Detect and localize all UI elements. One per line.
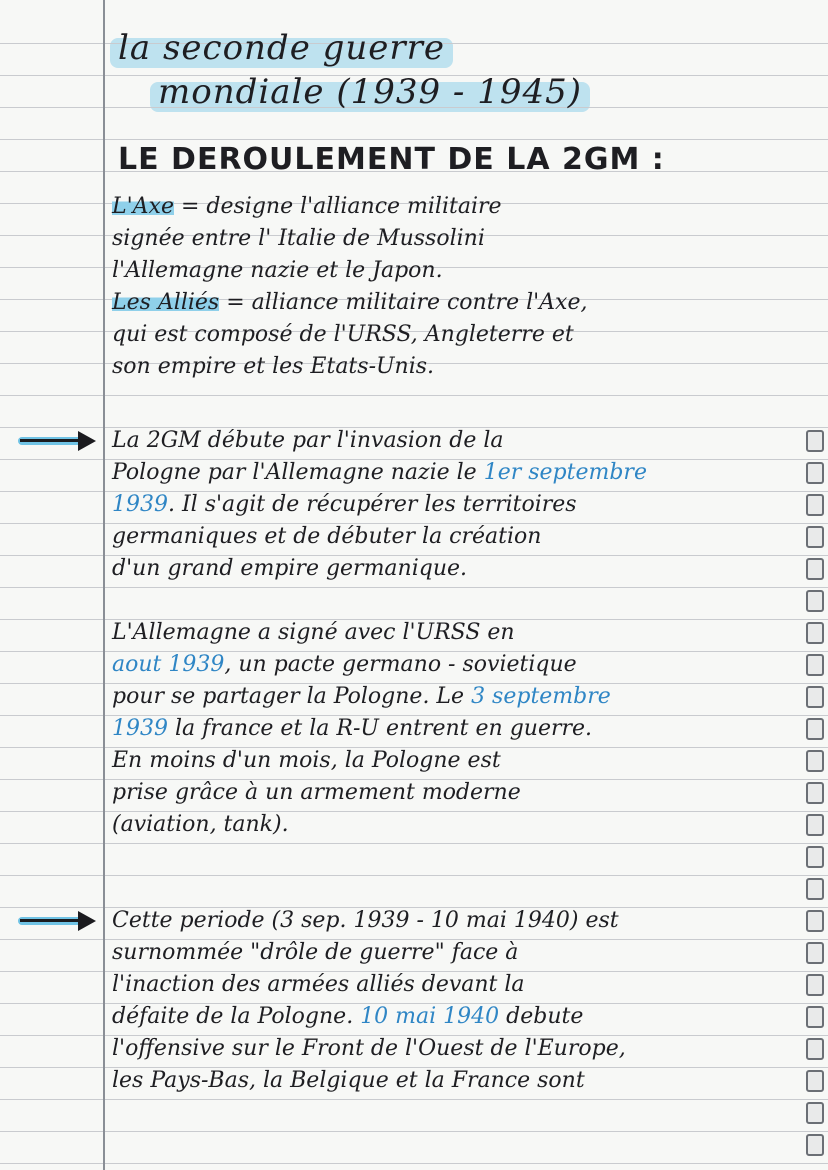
para1-line — [112, 322, 574, 347]
spiral-ring — [806, 686, 824, 708]
spiral-ring — [806, 1134, 824, 1156]
date: 1939 — [112, 492, 168, 517]
spiral-ring — [806, 846, 824, 868]
spiral-ring — [806, 558, 824, 580]
para3-line — [112, 812, 289, 837]
text: L'Allemagne a signé avec l'URSS en — [112, 620, 515, 645]
para4-line — [112, 972, 525, 997]
para2-line — [112, 556, 467, 581]
title-text-1: la seconde guerre — [118, 28, 446, 68]
title-text-2: mondiale (1939 - 1945) — [158, 72, 583, 112]
arrow-icon — [18, 428, 102, 454]
text: pour se partager la Pologne. Le — [112, 684, 472, 709]
date: 1939 — [112, 716, 168, 741]
section-heading: LE DEROULEMENT DE LA 2GM : — [118, 142, 665, 177]
spiral-ring — [806, 1038, 824, 1060]
para2-line — [112, 428, 504, 453]
spiral-ring — [806, 750, 824, 772]
text: debute — [499, 1004, 584, 1029]
para1-line — [112, 226, 485, 251]
text: son empire et les Etats-Unis. — [112, 354, 435, 379]
text: l'Allemagne nazie et le Japon. — [112, 258, 443, 283]
date: 3 septembre — [471, 684, 611, 709]
term-axe: L'Axe — [112, 194, 174, 219]
spiral-ring — [806, 622, 824, 644]
text: Cette periode (3 sep. 1939 - 10 mai 1940) est — [112, 908, 619, 933]
para2-line — [112, 492, 577, 517]
text: d'un grand empire germanique. — [112, 556, 468, 581]
text: = alliance militaire contre l'Axe, — [219, 290, 588, 315]
text: surnommée "drôle de guerre" face à — [112, 940, 519, 965]
spiral-ring — [806, 430, 824, 452]
spiral-ring — [806, 974, 824, 996]
text: l'inaction des armées alliés devant la — [112, 972, 525, 997]
date: 1er septembre — [483, 460, 647, 485]
spiral-ring — [806, 910, 824, 932]
para4-line — [112, 1036, 626, 1061]
spiral-ring — [806, 942, 824, 964]
text: signée entre l' Italie de Mussolini — [112, 226, 485, 251]
para4-line — [112, 908, 619, 933]
text: les Pays-Bas, la Belgique et la France sont — [112, 1068, 585, 1093]
date: aout 1939 — [112, 652, 225, 677]
para2-line — [112, 460, 647, 485]
spiral-ring — [806, 494, 824, 516]
para3-line — [112, 780, 521, 805]
text: Pologne par l'Allemagne nazie le — [112, 460, 484, 485]
spiral-ring — [806, 878, 824, 900]
para1-line — [112, 354, 434, 379]
title-line-1 — [118, 28, 445, 68]
text: la france et la R-U entrent en guerre. — [168, 716, 593, 741]
para4-line — [112, 1068, 585, 1093]
para4-line — [112, 940, 518, 965]
spiral-ring — [806, 590, 824, 612]
para3-line — [112, 716, 592, 741]
date: 10 mai 1940 — [360, 1004, 500, 1029]
text: La 2GM débute par l'invasion de la — [112, 428, 504, 453]
spiral-ring — [806, 1006, 824, 1028]
text: prise grâce à un armement moderne — [112, 780, 521, 805]
title-line-2 — [158, 72, 582, 112]
text: l'offensive sur le Front de l'Ouest de l'Europe, — [112, 1036, 626, 1061]
spiral-ring — [806, 526, 824, 548]
spiral-ring — [806, 1102, 824, 1124]
para3-line — [112, 620, 515, 645]
spiral-binding — [806, 0, 828, 1170]
margin-line — [103, 0, 105, 1170]
para1-line — [112, 290, 587, 315]
text: (aviation, tank). — [112, 812, 289, 837]
text: germaniques et de débuter la création — [112, 524, 542, 549]
spiral-ring — [806, 718, 824, 740]
para2-line — [112, 524, 541, 549]
para1-line — [112, 258, 443, 283]
text: , un pacte germano - sovietique — [224, 652, 577, 677]
spiral-ring — [806, 782, 824, 804]
spiral-ring — [806, 814, 824, 836]
text: défaite de la Pologne. — [112, 1004, 361, 1029]
text: En moins d'un mois, la Pologne est — [112, 748, 501, 773]
spiral-ring — [806, 462, 824, 484]
para3-line — [112, 652, 577, 677]
para3-line — [112, 748, 501, 773]
arrow-icon — [18, 908, 102, 934]
text: = designe l'alliance militaire — [173, 194, 502, 219]
para4-line — [112, 1004, 583, 1029]
spiral-ring — [806, 1070, 824, 1092]
para1-line — [112, 194, 502, 219]
text: . Il s'agit de récupérer les territoires — [168, 492, 577, 517]
term-allies: Les Alliés — [112, 290, 220, 315]
text: qui est composé de l'URSS, Angleterre et — [112, 322, 574, 347]
para3-line — [112, 684, 611, 709]
spiral-ring — [806, 654, 824, 676]
